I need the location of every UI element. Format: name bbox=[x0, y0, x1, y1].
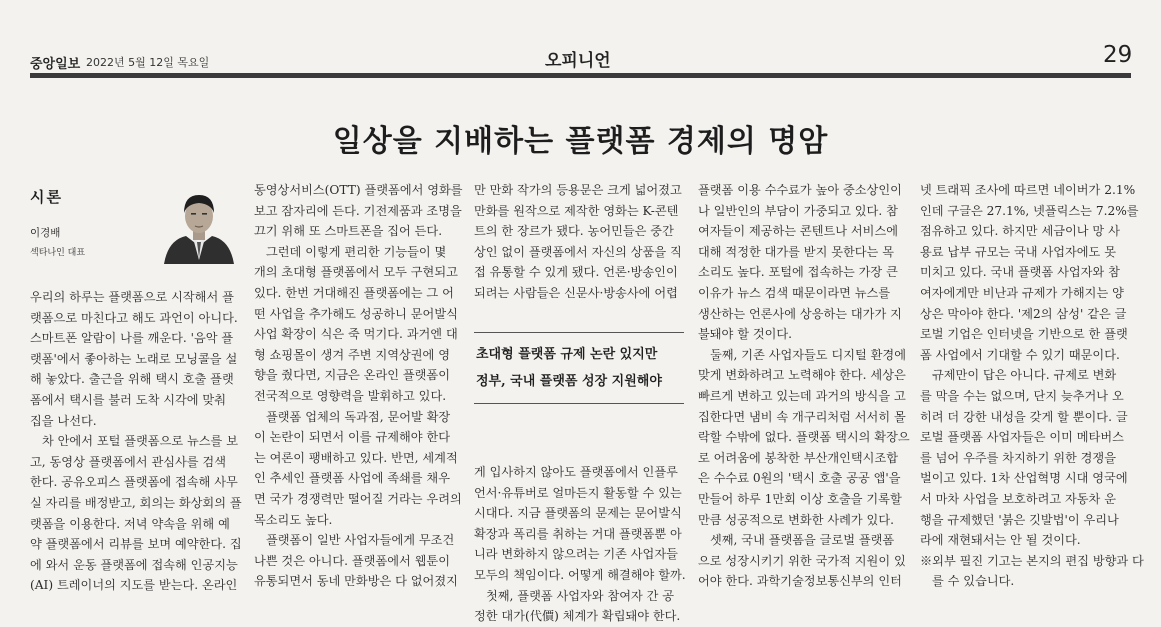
article-line: 여자들이 제공하는 콘텐트나 서비스에 bbox=[698, 224, 898, 239]
subheadline bbox=[474, 333, 684, 403]
article-line: 생산하는 언론사에 상응하는 대가가 지 bbox=[698, 306, 902, 321]
article-line: 우리의 하루는 플랫폼으로 시작해서 플 bbox=[30, 290, 234, 304]
article-line: 향을 줬다면, 지금은 온라인 플랫폼이 bbox=[254, 368, 450, 383]
article-line: 목소리도 높다. bbox=[254, 512, 333, 527]
article-headline: 일상을 지배하는 플랫폼 경제의 명암 bbox=[332, 124, 829, 159]
article-line: 동영상서비스(OTT) 플랫폼에서 영화를 bbox=[254, 183, 463, 197]
article-line: 한다. 공유오피스 플랫폼에 접속해 사무 bbox=[30, 475, 238, 490]
article-line: 로벌 기업은 인터넷을 기반으로 한 플랫 bbox=[920, 327, 1128, 342]
newspaper-name: 중앙일보 bbox=[30, 57, 81, 72]
article-line: 니라 변화하지 않으려는 기존 사업자들 bbox=[474, 547, 678, 562]
article-line: 형 쇼핑몰이 생겨 주변 지역상권에 영 bbox=[254, 347, 450, 362]
article-line: 여자에게만 비난과 규제가 가해지는 양 bbox=[920, 285, 1124, 300]
article-column-5 bbox=[920, 180, 1144, 592]
article-line: 셋째, 국내 플랫폼을 글로벌 플랫폼 bbox=[710, 533, 895, 548]
article-line: 상인 없이 플랫폼에서 자신의 상품을 직 bbox=[474, 244, 682, 259]
article-line: 면 국가 경쟁력만 떨어질 거라는 우려의 bbox=[254, 491, 462, 506]
article-line: 언서·유튜버로 얼마든지 활동할 수 있는 bbox=[474, 485, 682, 500]
article-line: 점유하고 있다. 하지만 세금이나 망 사 bbox=[920, 224, 1120, 239]
article-line: 로 어려움에 봉착한 부산개인택시조합 bbox=[698, 450, 898, 465]
article-line: 둘째, 기존 사업자들도 디지털 환경에 bbox=[710, 347, 906, 362]
article-line: 플랫폼 업체의 독과점, 문어발 확장 bbox=[266, 409, 451, 424]
article-line: 만 만화 작가의 등용문은 크게 넓어졌고 bbox=[474, 183, 682, 197]
article-line: 용료 납부 규모는 국내 사업자에도 못 bbox=[920, 244, 1116, 259]
article-line: 서 마차 사업을 보호하려고 자동차 운 bbox=[920, 491, 1116, 506]
article-line: 고, 동영상 플랫폼에서 관심사를 검색 bbox=[30, 454, 226, 469]
header-rule bbox=[30, 73, 1131, 78]
article-line: 모두의 책임이다. 어떻게 해결해야 할까. bbox=[474, 567, 686, 582]
article-line: 맞게 변화하려고 노력해야 한다. 세상은 bbox=[698, 368, 906, 383]
article-line: 차 안에서 포털 플랫폼으로 뉴스를 보 bbox=[42, 434, 238, 449]
article-line: 정한 대가(代價) 체계가 확립돼야 한다. bbox=[474, 609, 681, 624]
article-line: 대해 적정한 대가를 받지 못한다는 목 bbox=[698, 244, 894, 259]
article-line: 스마트폰 알람이 나를 깨운다. '음악 플 bbox=[30, 331, 234, 346]
article-line: 빠르게 변하고 있는데 과거의 방식을 고 bbox=[698, 388, 906, 403]
article-line: 만화를 원작으로 제작한 영화는 K-콘텐 bbox=[474, 203, 679, 218]
article-line: 히려 더 강한 내성을 갖게 할 뿐이다. 글 bbox=[920, 409, 1128, 424]
article-line: 전국적으로 영향력을 발휘하고 있다. bbox=[254, 388, 447, 403]
article-line: 보고 잠자리에 든다. 기전제품과 조명을 bbox=[254, 203, 462, 218]
article-line: 인 추세인 플랫폼 사업에 족쇄를 채우 bbox=[254, 471, 450, 486]
article-line: 집을 나선다. bbox=[30, 413, 97, 428]
article-column-2 bbox=[254, 180, 462, 592]
article-line: 나쁜 것은 아니다. 플랫폼에서 웹툰이 bbox=[254, 553, 450, 568]
article-line: 는 여론이 팽배하고 있다. 반면, 세계적 bbox=[254, 450, 458, 465]
article-line: 만큼 성공적으로 변화한 사례가 있다. bbox=[698, 512, 894, 527]
article-line: 나 일반인의 부담이 가중되고 있다. 참 bbox=[698, 203, 898, 218]
article-line: 접 유통할 수 있게 됐다. 언론·방송인이 bbox=[474, 265, 678, 280]
article-line: 집한다면 냄비 속 개구리처럼 서서히 몰 bbox=[698, 409, 906, 424]
article-line: 사업 확장이 식은 죽 먹기다. 과거엔 대 bbox=[254, 327, 458, 342]
article-line: 인데 구글은 27.1%, 넷플릭스는 7.2%를 bbox=[920, 203, 1139, 218]
column-label: 시론 bbox=[30, 188, 63, 206]
article-line: 떤 사업을 추가해도 성공하니 문어발식 bbox=[254, 306, 458, 321]
article-line: (AI) 트레이너의 지도를 받는다. 온라인 bbox=[30, 578, 238, 593]
article-column-4 bbox=[698, 180, 908, 592]
article-line: 유통되면서 동네 만화방은 다 없어졌지 bbox=[254, 574, 458, 589]
article-line: 랫폼을 이용한다. 저녁 약속을 위해 예 bbox=[30, 516, 230, 531]
article-column-1 bbox=[30, 287, 242, 596]
page-number: 29 bbox=[1103, 42, 1133, 68]
article-line: ※외부 필진 기고는 본지의 편집 방향과 다 bbox=[920, 553, 1144, 568]
article-line: 트의 한 장르가 됐다. 농어민들은 중간 bbox=[474, 224, 674, 239]
subheadline-line-2: 정부, 국내 플랫폼 성장 지원해야 bbox=[476, 374, 662, 389]
article-line: 이 논란이 되면서 이를 규제해야 한다 bbox=[254, 430, 450, 445]
author-title: 섹타나인 대표 bbox=[30, 248, 86, 258]
article-line: 끄기 위해 또 스마트폰을 집어 든다. bbox=[254, 224, 443, 239]
article-line: 으로 성장시키기 위한 국가적 지원이 있 bbox=[698, 553, 906, 568]
article-line: 되려는 사람들은 신문사·방송사에 어렵 bbox=[474, 285, 678, 300]
article-line: 규제만이 답은 아니다. 규제로 변화 bbox=[932, 368, 1117, 383]
article-line: 락할 수밖에 없다. 플랫폼 택시의 확장으 bbox=[698, 430, 910, 445]
section-title: 오피니언 bbox=[545, 51, 611, 71]
article-line: 있다. 한번 거대해진 플랫폼에는 그 어 bbox=[254, 285, 454, 300]
article-line: 개의 초대형 플랫폼에서 모두 구현되고 bbox=[254, 265, 458, 280]
article-line: 랫폼으로 마친다고 해도 과언이 아니다. bbox=[30, 310, 238, 325]
article-column-3-continued bbox=[474, 462, 684, 627]
article-line: 를 막을 수는 없으며, 단지 늦추거나 오 bbox=[920, 388, 1124, 403]
article-line: 랫폼'에서 좋아하는 노래로 모닝콜을 설 bbox=[30, 351, 238, 366]
article-line: 를 넘어 우주를 차지하기 위한 경쟁을 bbox=[920, 450, 1116, 465]
page-header bbox=[0, 0, 1161, 78]
article-line: 를 수 있습니다. bbox=[932, 574, 1015, 589]
article-line: 불돼야 할 것이다. bbox=[698, 327, 793, 342]
article-line: 해 놓았다. 출근을 위해 택시 호출 플랫 bbox=[30, 372, 234, 387]
article-line: 만들어 하루 1만회 이상 호출을 기록할 bbox=[698, 491, 902, 506]
article-line: 행을 규제했던 '붉은 깃발법'이 우리나 bbox=[920, 512, 1119, 527]
article-line: 소리도 높다. 포털에 접속하는 가장 큰 bbox=[698, 265, 898, 280]
article-line: 그런데 이렇게 편리한 기능들이 몇 bbox=[266, 244, 447, 259]
article-column-3 bbox=[474, 180, 684, 304]
article-line: 플랫폼 이용 수수료가 높아 중소상인이 bbox=[698, 183, 902, 197]
article-line: 로벌 플랫폼 사업자들은 이미 메타버스 bbox=[920, 430, 1124, 445]
article-line: 이유가 뉴스 검색 때문이라면 뉴스를 bbox=[698, 285, 891, 300]
article-line: 상은 막아야 한다. '제2의 삼성' 같은 글 bbox=[920, 306, 1127, 321]
article-line: 플랫폼이 일반 사업자들에게 무조건 bbox=[266, 533, 455, 548]
article-line: 넷 트래픽 조사에 따르면 네이버가 2.1% bbox=[920, 183, 1136, 197]
article-line: 어야 한다. 과학기술정보통신부의 인터 bbox=[698, 574, 902, 589]
publication-date: 2022년 5월 12일 목요일 bbox=[86, 56, 210, 69]
article-line: 시대다. 지금 플랫폼의 문제는 문어발식 bbox=[474, 506, 682, 521]
article-line: 폼 사업에서 기대할 수 있기 때문이다. bbox=[920, 347, 1120, 362]
article-line: 폼에서 택시를 불러 도착 시각에 맞춰 bbox=[30, 392, 226, 407]
article-line: 첫째, 플랫폼 사업자와 참여자 간 공 bbox=[486, 588, 675, 603]
subheadline-box bbox=[474, 332, 684, 404]
article-line: 미치고 있다. 국내 플랫폼 사업자와 참 bbox=[920, 265, 1120, 280]
article-line: 약 플랫폼에서 리뷰를 보며 예약한다. 집 bbox=[30, 537, 242, 552]
article-line: 실 자리를 배정받고, 회의는 화상회의 플 bbox=[30, 495, 242, 510]
article-line: 확장과 폭리를 취하는 거대 플랫폼뿐 아 bbox=[474, 526, 682, 541]
article-line: 은 수수료 0원의 '택시 호출 공공 앱'을 bbox=[698, 471, 901, 486]
author-name: 이경배 bbox=[30, 227, 61, 239]
article-line: 에 와서 운동 플랫폼에 접속해 인공지능 bbox=[30, 557, 238, 572]
article-line: 벌이고 있다. 1차 산업혁명 시대 영국에 bbox=[920, 471, 1128, 486]
subheadline-line-1: 초대형 플랫폼 규제 논란 있지만 bbox=[476, 347, 658, 362]
author-photo bbox=[160, 186, 238, 264]
subheadline-bottom-rule bbox=[474, 403, 684, 404]
article-line: 라에 재현돼서는 안 될 것이다. bbox=[920, 533, 1081, 548]
article-line: 게 입사하지 않아도 플랫폼에서 인플루 bbox=[474, 465, 678, 479]
